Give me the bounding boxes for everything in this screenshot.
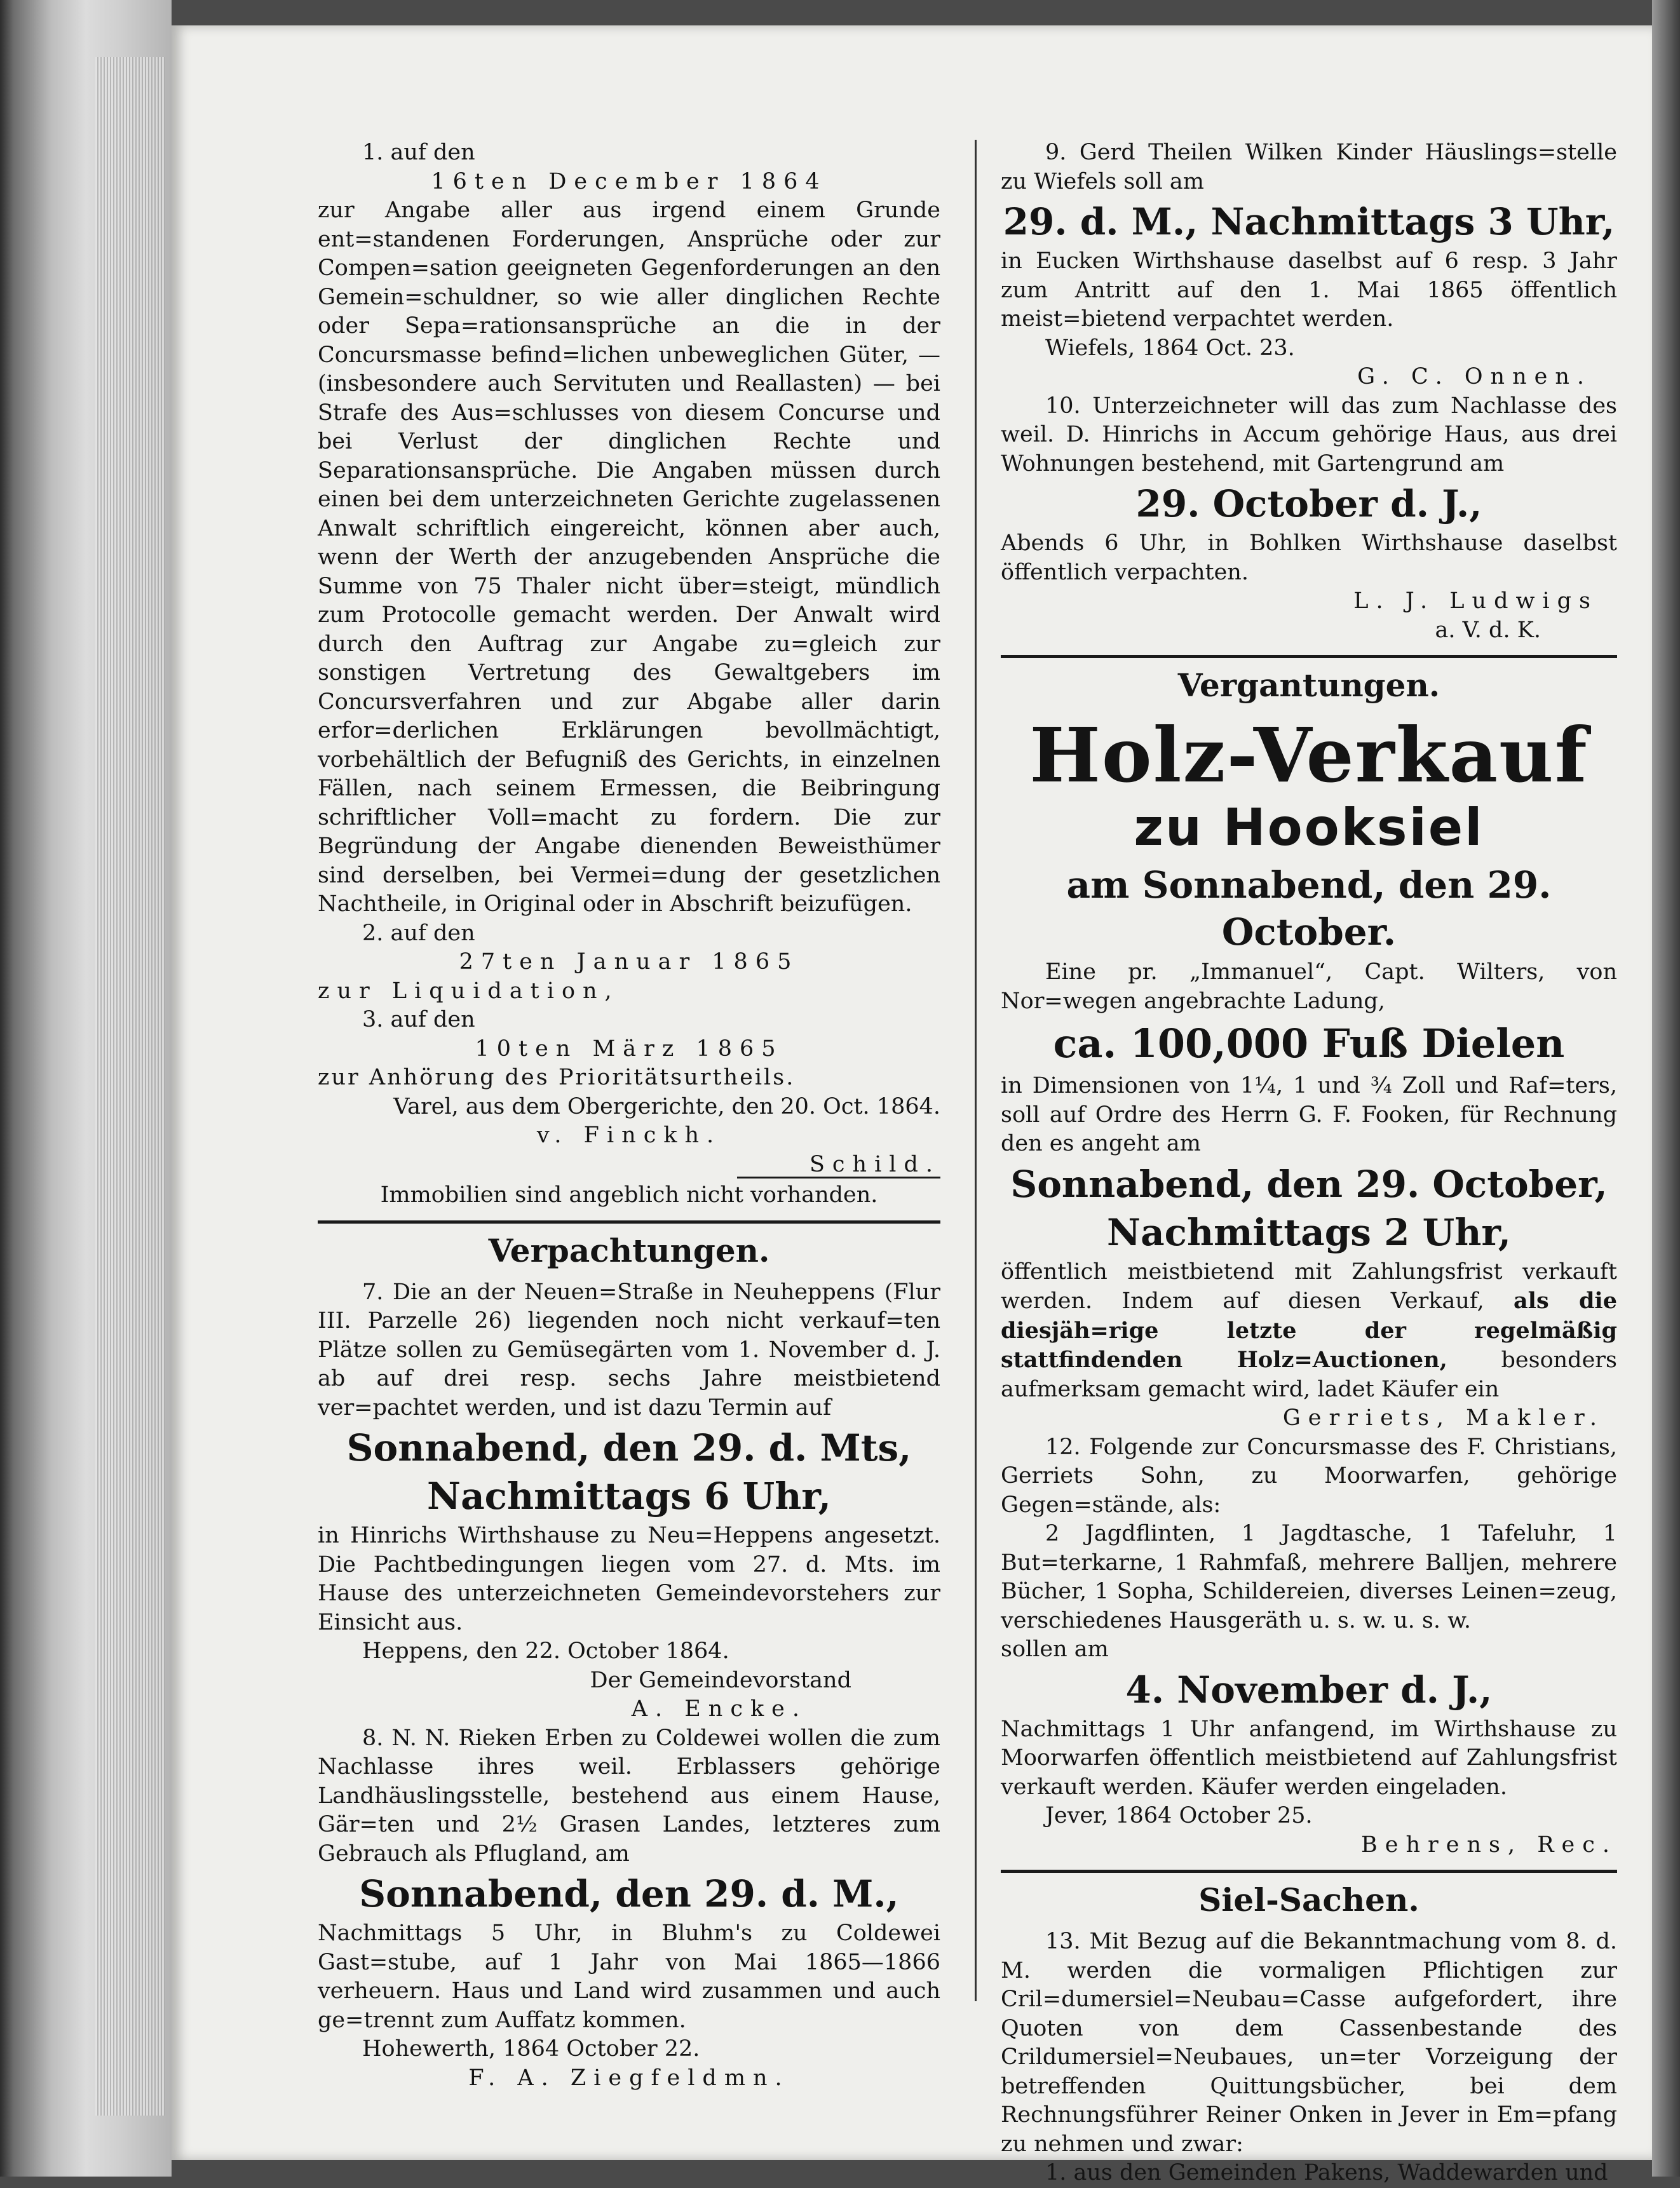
left-column <box>318 138 940 2093</box>
date-headline: 4. November d. J., <box>1125 1668 1493 1712</box>
place-date-line: Varel, aus dem Obergerichte, den 20. Oct. 1864. <box>393 1093 940 1119</box>
time-headline: Nachmittags 2 Uhr, <box>1107 1210 1511 1254</box>
concurs-notice-text: zur Angabe aller aus irgend einem Grunde ent=standenen Forderungen, Ansprüche oder zur Compen=sation geeigneten Gegenforderungen an den Gemein=schuldner, so wie aller dinglichen Rechte oder Sepa=rationsansprüche an die in der Concursmasse befind=lichen unbeweglichen Güter, — (insbesondere auch Servituten und Reallasten) — bei Strafe des Aus=schlusses von diesem Concurse und bei Verlust der dinglichen Rechte und Separationsansprüche. Die Angaben müssen durch einen bei dem unterzeichneten Gerichte zugelassenen Anwalt schriftlich eingereicht, können aber auch, wenn der Werth der anzugebenden Ansprüche die Summe von 75 Thaler nicht über=steigt, mündlich zum Protocolle gemacht werden. Der Anwalt wird durch den Auftrag zur Angabe zu=gleich zur sonstigen Vertretung des Gewaltgebers im Concursverfahren und zur Abgabe aller darin erfor=derlichen Erklärungen bevollmächtigt, vorbehältlich der Befugniß des Gerichts, in einzelnen Fällen, nach seinem Ermessen, die Beibringung schriftlicher Voll=macht zu fordern. Die zur Begründung der Angabe dienenden Beweisthümer sind derselben, bei Vermei=dung der gesetzlichen Nachtheile, in Original oder in Abschrift beizufügen. <box>318 198 940 917</box>
note-line: Immobilien sind angeblich nicht vorhanden. <box>380 1182 878 1208</box>
signature-title: Der Gemeindevorstand <box>590 1667 851 1693</box>
notice-7-text-cont: in Hinrichs Wirthshause zu Neu=Heppens angesetzt. Die Pachtbedingungen liegen vom 27. d. Mts. im Hause des unterzeichneten Gemeindevorstehers zur Einsicht aus. <box>318 1523 940 1635</box>
date-line: 10ten März 1865 <box>475 1036 783 1062</box>
notice-9-text-cont: in Eucken Wirthshause daselbst auf 6 resp. 3 Jahr zum Antritt auf den 1. Mai 1865 öffentlich meist=bietend verpachtet werden. <box>1001 248 1617 332</box>
place-date-line: Jever, 1864 October 25. <box>1045 1803 1313 1828</box>
date-line: 16ten December 1864 <box>431 168 827 194</box>
sale-text-c: besonders aufmerksam gemacht wird, ladet Käufer ein <box>1001 1347 1617 1402</box>
page-edge-lines <box>95 57 165 2116</box>
date-headline: am Sonnabend, den 29. October. <box>1066 863 1552 954</box>
sollen-am-line: sollen am <box>1001 1637 1109 1662</box>
cargo-text-cont: in Dimensionen von 1¼, 1 und ¾ Zoll und Raf=ters, soll auf Ordre des Herrn G. F. Fooken, für Rechnung den es angeht am <box>1001 1073 1617 1156</box>
sale-text-emphasis: als die diesjäh=rige letzte der regelmäßig stattfindenden Holz=Auctionen, <box>1001 1288 1617 1373</box>
sale-text <box>1001 1258 1617 1405</box>
signature-title: a. V. d. K. <box>1435 617 1541 643</box>
signature: Schild. <box>809 1151 940 1177</box>
place-date-line: Heppens, den 22. October 1864. <box>362 1638 729 1664</box>
date-headline: Sonnabend, den 29. October, <box>1010 1162 1608 1206</box>
notice-9-text: 9. Gerd Theilen Wilken Kinder Häuslings=stelle zu Wiefels soll am <box>1001 140 1617 194</box>
place-date-line: Wiefels, 1864 Oct. 23. <box>1045 335 1295 361</box>
place-date-line: Hohewerth, 1864 October 22. <box>362 2036 700 2062</box>
right-gutter <box>1652 0 1680 2177</box>
item-2-label: 2. auf den <box>362 920 475 946</box>
time-headline: Nachmittags 6 Uhr, <box>427 1475 831 1518</box>
section-rule <box>1001 1870 1617 1873</box>
signature: Behrens, Rec. <box>1361 1832 1617 1858</box>
item-1-label: 1. auf den <box>362 140 475 165</box>
section-rule <box>318 1220 940 1224</box>
notice-7-text: 7. Die an der Neuen=Straße in Neuheppens (Flur III. Parzelle 26) liegenden noch nicht verkauf=ten Plätze sollen zu Gemüsegärten vom 1. November d. J. ab auf drei resp. sechs Jahre meistbietend ver=pachtet werden, und ist dazu Termin auf <box>318 1279 940 1421</box>
column-divider <box>975 140 977 2001</box>
section-rule <box>1001 655 1617 658</box>
notice-12-text: 12. Folgende zur Concursmasse des F. Christians, Gerriets Sohn, zu Moorwarfen, gehörige Gegen=stände, als: <box>1001 1434 1617 1518</box>
date-headline: 29. October d. J., <box>1135 482 1482 525</box>
item-list-text: 2 Jagdflinten, 1 Jagdtasche, 1 Tafeluhr, 1 But=terkarne, 1 Rahmfaß, mehrere Balljen, mehrere Bücher, 1 Sopha, Schildereien, diverses Leinen=zeug, verschiedenes Hausgeräth u. s. w. u. s. w. <box>1001 1521 1617 1633</box>
prioritaet-line: zur Anhörung des Prioritätsurtheils. <box>318 1065 796 1090</box>
notice-10-text: 10. Unterzeichneter will das zum Nachlasse des weil. D. Hinrichs in Accum gehörige Haus, aus drei Wohnungen bestehend, mit Gartengrund am <box>1001 393 1617 476</box>
notice-12-text-cont: Nachmittags 1 Uhr anfangend, im Wirthshause zu Moorwarfen öffentlich meistbietend auf Zahlungsfrist verkauft werden. Käufer werden eingeladen. <box>1001 1716 1617 1800</box>
signature: v. Finckh. <box>536 1123 722 1148</box>
date-headline: Sonnabend, den 29. d. M., <box>359 1872 899 1915</box>
holz-verkauf-headline: Holz-Verkauf <box>1029 711 1589 799</box>
dielen-headline: ca. 100,000 Fuß Dielen <box>1053 1020 1565 1067</box>
signature: F. A. Ziegfeldmn. <box>468 2065 790 2091</box>
item-3-label: 3. auf den <box>362 1007 475 1032</box>
book-page-edges <box>0 0 172 2177</box>
sale-text-a: öffentlich meistbietend mit Zahlungsfrist verkauft werden. Indem auf diesen Verkauf, <box>1001 1259 1617 1314</box>
hooksiel-headline: zu Hooksiel <box>1134 798 1484 857</box>
notice-8-text: 8. N. N. Rieken Erben zu Coldewei wollen die zum Nachlasse ihres weil. Erblassers gehörige Landhäuslingsstelle, bestehend aus einem Hause, Gär=ten und 2½ Grasen Landes, letzteres zum Gebrauch als Pflugland, am <box>318 1725 940 1867</box>
signature: L. J. Ludwigs <box>1353 588 1598 614</box>
section-heading: Vergantungen. <box>1177 666 1440 704</box>
date-line: 27ten Januar 1865 <box>459 949 799 975</box>
liquidation-line: zur Liquidation, <box>318 978 620 1004</box>
notice-13-item: 1. aus den Gemeinden Pakens, Waddewarden und <box>1045 2160 1608 2185</box>
date-headline: 29. d. M., Nachmittags 3 Uhr, <box>1003 200 1615 243</box>
notice-8-text-cont: Nachmittags 5 Uhr, in Bluhm's zu Coldewei Gast=stube, auf 1 Jahr von Mai 1865—1866 verheuern. Haus und Land wird zusammen und auch ge=trennt zum Auffatz kommen. <box>318 1921 940 2033</box>
cargo-text: Eine pr. „Immanuel“, Capt. Wilters, von Nor=wegen angebrachte Ladung, <box>1001 959 1617 1014</box>
signature: Gerriets, Makler. <box>1282 1405 1604 1431</box>
section-heading: Siel-Sachen. <box>1198 1881 1419 1919</box>
date-headline: Sonnabend, den 29. d. Mts, <box>346 1426 912 1469</box>
notice-10-text-cont: Abends 6 Uhr, in Bohlken Wirthshause daselbst öffentlich verpachten. <box>1001 530 1617 585</box>
signature: G. C. Onnen. <box>1357 364 1592 389</box>
notice-13-text: 13. Mit Bezug auf die Bekanntmachung vom 8. d. M. werden die vormaligen Pflichtigen zur Cril=dumersiel=Neubau=Casse aufgefordert, ihre Quoten von dem Cassenbestande des Crildumersiel=Neubaues, un=ter Vorzeigung der betreffenden Quittungsbücher, bei dem Rechnungsführer Reiner Onken in Jever in Em=pfang zu nehmen und zwar: <box>1001 1929 1617 2157</box>
section-heading: Verpachtungen. <box>488 1231 770 1269</box>
signature: A. Encke. <box>631 1696 807 1722</box>
right-column <box>1001 138 1617 2188</box>
